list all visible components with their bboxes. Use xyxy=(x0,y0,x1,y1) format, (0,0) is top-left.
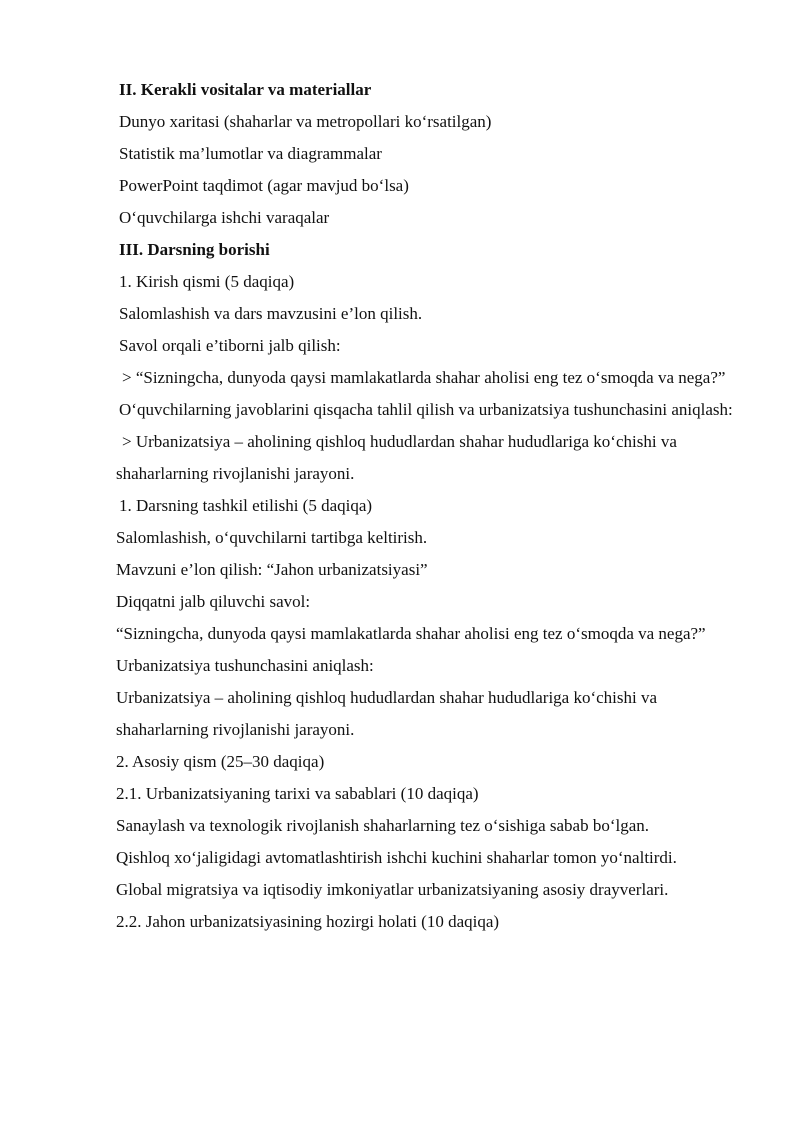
intro-quote-text: > “Sizningcha, dunyoda qaysi mamlakatlarda shahar aholisi eng tez o‘smoqda va nega?” xyxy=(122,368,726,387)
definition-label: Urbanizatsiya tushunchasini aniqlash: xyxy=(116,656,374,675)
document-body xyxy=(116,74,746,938)
question-text: “Sizningcha, dunyoda qaysi mamlakatlarda shahar aholisi eng tez o‘smoqda va nega?” xyxy=(116,624,706,643)
materials-item: PowerPoint taqdimot (agar mavjud bo‘lsa) xyxy=(119,176,409,195)
definition-quote xyxy=(116,426,746,490)
intro-quote xyxy=(116,362,746,394)
section-heading-lesson-flow: III. Darsning borishi xyxy=(119,240,270,259)
analysis-text: O‘quvchilarning javoblarini qisqacha tahlil qilish va urbanizatsiya tushunchasini aniqlash: xyxy=(119,400,733,419)
organization-line: Mavzuni e’lon qilish: “Jahon urbanizatsiyasi” xyxy=(116,560,428,579)
analysis-paragraph xyxy=(116,394,746,426)
intro-line: Savol orqali e’tiborni jalb qilish: xyxy=(119,336,341,355)
intro-title: 1. Kirish qismi (5 daqiqa) xyxy=(119,272,295,291)
history-line: Sanaylash va texnologik rivojlanish shaharlarning tez o‘sishiga sabab bo‘lgan. xyxy=(116,816,650,835)
materials-item: O‘quvchilarga ishchi varaqalar xyxy=(119,208,330,227)
intro-line: Salomlashish va dars mavzusini e’lon qilish. xyxy=(119,304,423,323)
current-state-title: 2.2. Jahon urbanizatsiyasining hozirgi holati (10 daqiqa) xyxy=(116,912,500,931)
materials-item: Dunyo xaritasi (shaharlar va metropollari ko‘rsatilgan) xyxy=(119,112,492,131)
organization-title: 1. Darsning tashkil etilishi (5 daqiqa) xyxy=(119,496,373,515)
main-part-title: 2. Asosiy qism (25–30 daqiqa) xyxy=(116,752,325,771)
materials-item: Statistik ma’lumotlar va diagrammalar xyxy=(119,144,382,163)
definition-quote-text: > Urbanizatsiya – aholining qishloq hududlardan shahar hududlariga ko‘chishi va shaharlarning rivojlanishi jarayoni. xyxy=(116,432,677,483)
organization-line: Salomlashish, o‘quvchilarni tartibga keltirish. xyxy=(116,528,428,547)
history-line: Qishloq xo‘jaligidagi avtomatlashtirish ishchi kuchini shaharlar tomon yo‘naltirdi. xyxy=(116,848,677,867)
history-title: 2.1. Urbanizatsiyaning tarixi va sabablari (10 daqiqa) xyxy=(116,784,479,803)
definition-text: Urbanizatsiya – aholining qishloq hududlardan shahar hududlariga ko‘chishi va shaharlarning rivojlanishi jarayoni. xyxy=(116,688,658,739)
section-heading-materials: II. Kerakli vositalar va materiallar xyxy=(119,80,372,99)
organization-line: Diqqatni jalb qiluvchi savol: xyxy=(116,592,311,611)
history-line: Global migratsiya va iqtisodiy imkoniyatlar urbanizatsiyaning asosiy drayverlari. xyxy=(116,880,669,899)
